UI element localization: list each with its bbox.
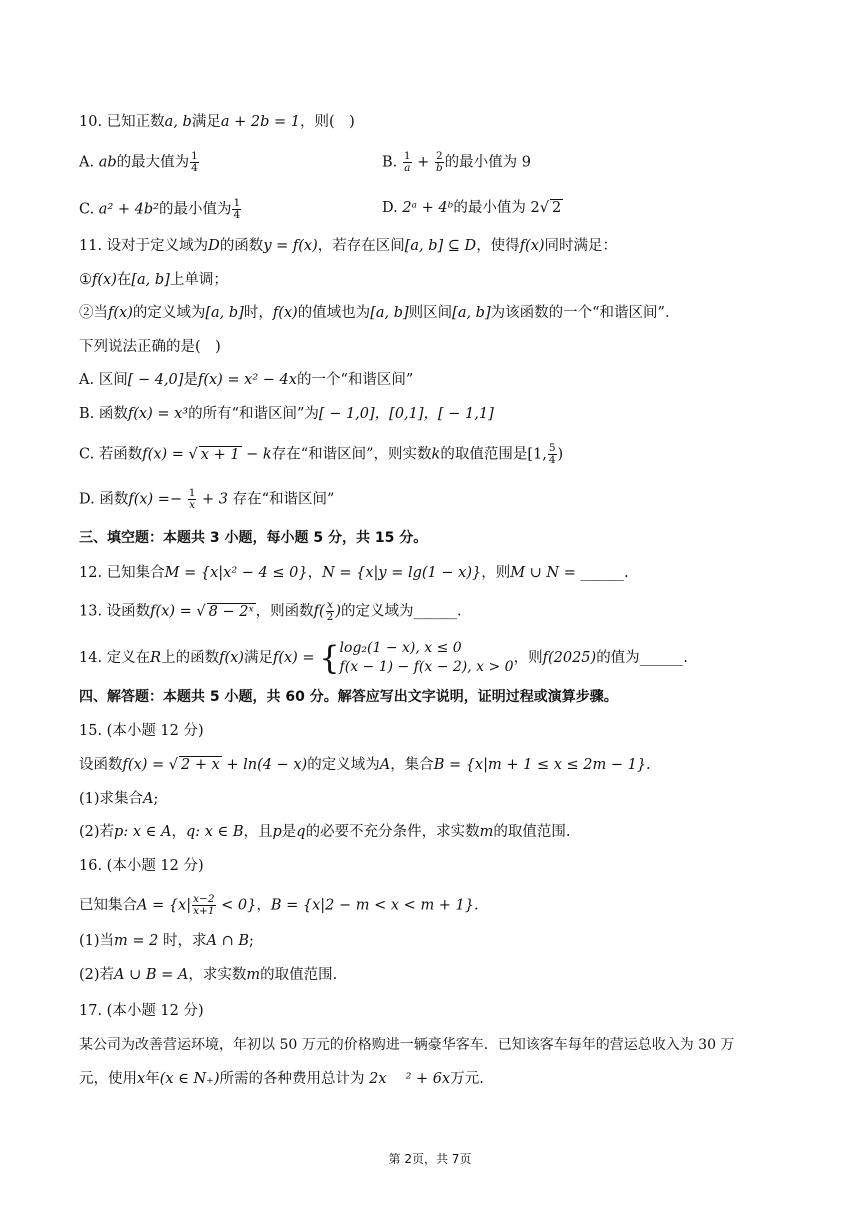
text: ，若存在区间 — [317, 238, 405, 254]
piecewise-cases — [340, 639, 514, 677]
q10-option-d — [382, 198, 563, 218]
math: A — [379, 757, 391, 773]
text: D. 函数 — [79, 491, 129, 508]
text: 是 — [281, 824, 297, 840]
math: D — [208, 238, 220, 254]
text: 的所有“和谐区间”为 — [188, 406, 319, 422]
math: k — [431, 446, 441, 463]
math: [a, b] — [452, 305, 491, 321]
math: 2ᵃ + 4ᵇ — [402, 200, 454, 216]
radicand: 2 — [551, 200, 562, 216]
text: ，则( ) — [299, 114, 355, 130]
math: B = {x|m + 1 ≤ x ≤ 2m − 1}. — [433, 757, 651, 773]
math: m — [246, 967, 261, 983]
denominator: a — [404, 162, 411, 174]
text: 所需的各种费用总计为 — [219, 1071, 370, 1087]
numerator: 1 — [233, 197, 241, 209]
text: ， — [256, 897, 271, 914]
q17-line-1: 某公司为改善营运环境，年初以 50 万元的价格购进一辆豪华客车．已知该客车每年的营运总收入为 30 万 — [79, 1037, 735, 1053]
case-2: f(x − 1) − f(x − 2), x > 0 — [339, 659, 514, 675]
text: 存在“和谐区间”，则实数 — [271, 446, 432, 463]
fraction — [326, 600, 335, 623]
fraction — [548, 443, 557, 466]
math: B = {x|2 − m < x < m + 1}. — [270, 897, 479, 914]
math: [ − 1,0]，[0,1]，[ − 1,1] — [318, 406, 494, 422]
q17-line-2 — [79, 1069, 484, 1089]
text: ，且 — [243, 824, 273, 840]
answer-blank: ______. — [580, 565, 629, 581]
answer-blank: ______. — [413, 603, 462, 620]
math: M = {x|x² − 4 ≤ 0} — [164, 565, 308, 581]
text: C. 若函数 — [79, 446, 143, 463]
text: 上单调； — [169, 272, 228, 288]
denominator: x+1 — [193, 905, 215, 917]
radicand: 8 − 2ˣ — [208, 603, 254, 620]
radicand: x + 1 — [200, 446, 240, 463]
text: 的值为 — [596, 650, 640, 666]
left-brace: { — [319, 639, 340, 677]
text: 的取值范围. — [260, 967, 338, 983]
text: 年 — [145, 1071, 160, 1087]
fraction — [192, 894, 215, 917]
text: ， — [171, 824, 186, 840]
text: 的一个“和谐区间” — [296, 372, 414, 388]
math: f( — [313, 603, 325, 620]
text: ; — [153, 791, 159, 807]
text: 的定义域为 — [341, 603, 414, 620]
section-heading-fill-blank: 三、填空题：本题共 3 小题，每小题 5 分，共 15 分。 — [79, 530, 428, 546]
q11-condition-2 — [79, 303, 679, 323]
math: M ∪ N = — [510, 565, 581, 581]
denominator: 4 — [233, 209, 241, 221]
text: 12. 已知集合 — [79, 565, 165, 581]
text: (2)若 — [79, 824, 115, 840]
text: 是 — [183, 372, 198, 388]
text: 为该函数的一个“和谐区间”． — [490, 305, 680, 321]
text: 万元. — [450, 1071, 484, 1087]
answer-blank: ______. — [639, 650, 688, 666]
math: f(2025) — [542, 650, 597, 666]
text: ① — [79, 272, 92, 288]
q15-part-1 — [79, 789, 158, 809]
math: q — [296, 824, 306, 840]
sqrt-sign: √ — [188, 446, 198, 463]
q11-condition-1 — [79, 270, 228, 290]
text: 的最小值为 — [158, 201, 232, 218]
q15-title: 15. (本小题 12 分) — [79, 723, 204, 739]
math: [a, b] ⊆ D — [404, 238, 477, 254]
math: R — [150, 650, 162, 666]
denominator: b — [435, 162, 443, 174]
math: − k — [241, 446, 272, 463]
text: 的必要不充分条件，求实数 — [305, 824, 480, 840]
math: 2x ² + 6x — [369, 1071, 451, 1087]
math: ab — [98, 154, 117, 171]
q12 — [79, 563, 629, 583]
math: ) — [557, 446, 564, 463]
math: ) — [335, 603, 342, 620]
q11-option-c — [79, 443, 563, 466]
text: 时， — [243, 305, 273, 321]
text: ，求实数 — [188, 967, 247, 983]
text: A. 区间 — [79, 372, 128, 388]
math: + — [412, 154, 434, 171]
math: A — [143, 791, 154, 807]
text: 的取值范围是 — [440, 446, 528, 463]
q10-stem — [79, 112, 355, 132]
math: f(x) = — [272, 650, 320, 666]
math: + ln(4 − x) — [221, 757, 308, 773]
denominator: 4 — [191, 162, 198, 174]
fraction — [403, 151, 412, 174]
q11-option-a — [79, 370, 413, 390]
numerator: x−2 — [193, 893, 215, 905]
text: C. — [79, 201, 99, 218]
q15-part-2 — [79, 822, 570, 842]
numerator: 2 — [435, 150, 443, 162]
math: f(x) = — [150, 603, 197, 620]
math: A ∪ B = A — [114, 967, 189, 983]
math: + 3 — [197, 491, 228, 508]
math: [1, — [527, 446, 547, 463]
text: 的最小值为 9 — [444, 154, 532, 171]
math: a, b — [164, 114, 192, 130]
numerator: 1 — [403, 150, 411, 162]
sqrt-sign: √ — [196, 603, 206, 620]
math: a² + 4b² — [98, 201, 159, 218]
text: 的最大值为 — [116, 154, 190, 171]
math: [a, b] — [370, 305, 409, 321]
text: 元，使用 — [79, 1071, 137, 1087]
math: f(x) = — [142, 446, 189, 463]
text: 14. 定义在 — [79, 650, 151, 666]
fraction — [190, 151, 199, 174]
text: 的取值范围. — [493, 824, 571, 840]
math: f(x) — [219, 650, 244, 666]
page-footer: 第 2页，共 7页 — [388, 1152, 472, 1166]
q15-stem — [79, 755, 651, 775]
fraction — [232, 198, 241, 221]
text: ，使得 — [476, 238, 520, 254]
text: 的定义域为 — [307, 757, 380, 773]
text: 的函数 — [219, 238, 264, 254]
denominator: x — [189, 499, 196, 511]
text: 则区间 — [408, 305, 453, 321]
sqrt-sign: √ — [539, 200, 549, 216]
text: ②当 — [79, 305, 108, 321]
text: 13. 设函数 — [79, 603, 151, 620]
math: m = 2 — [114, 933, 159, 949]
text: B. 函数 — [79, 406, 128, 422]
numerator: 1 — [188, 487, 196, 499]
math: x — [137, 1071, 146, 1087]
q13 — [79, 600, 462, 623]
math: f(x) =− — [128, 491, 187, 508]
math: f(x) — [272, 305, 298, 321]
denominator: 2 — [326, 611, 334, 623]
math: f(x) — [519, 238, 545, 254]
text: 的值域也为 — [297, 305, 371, 321]
text: ，则 — [513, 650, 543, 666]
text: 已知集合 — [79, 897, 137, 914]
q11-option-b — [79, 404, 494, 424]
text: ; — [249, 933, 254, 949]
math: y = f(x) — [263, 238, 318, 254]
text: ， — [307, 565, 323, 581]
math: [a, b] — [131, 272, 170, 288]
math: A = {x| — [137, 897, 192, 914]
text: A. — [79, 154, 99, 171]
radicand: 2 + x — [180, 757, 220, 773]
text: ，则 — [481, 565, 511, 581]
text: 上的函数 — [161, 650, 220, 666]
math: p: x ∈ A — [114, 824, 172, 840]
q10-option-c — [79, 198, 242, 221]
q16-part-2 — [79, 965, 337, 985]
math: f(x) = — [122, 757, 169, 773]
text: (2)若 — [79, 967, 115, 983]
text: (1)当 — [79, 933, 115, 949]
case-1: log₂(1 − x), x ≤ 0 — [339, 640, 462, 656]
text: 满足 — [191, 114, 221, 130]
text: 的定义域为 — [132, 305, 206, 321]
math: m — [479, 824, 494, 840]
q14 — [79, 638, 688, 678]
sqrt-sign: √ — [168, 757, 178, 773]
text: 11. 设对于定义域为 — [79, 238, 209, 254]
math: p — [272, 824, 282, 840]
text: 时，求 — [158, 933, 207, 949]
math: [ − 4,0] — [127, 372, 184, 388]
text: 设函数 — [79, 757, 123, 773]
numerator: 5 — [548, 442, 556, 454]
q16-title: 16. (本小题 12 分) — [79, 858, 204, 874]
math: f(x) = x² − 4x — [197, 372, 297, 388]
denominator: 4 — [548, 454, 556, 466]
text: (1)求集合 — [79, 791, 144, 807]
q11-stem — [79, 236, 617, 256]
text: D. — [382, 200, 403, 216]
text: B. — [382, 154, 402, 171]
section-heading-solve: 四、解答题：本题共 5 小题，共 60 分。解答应写出文字说明，证明过程或演算步骤。 — [79, 689, 618, 705]
text: 的最小值为 2 — [453, 200, 540, 216]
math: [a, b] — [205, 305, 244, 321]
q10-option-a — [79, 151, 200, 174]
math: A ∩ B — [206, 933, 249, 949]
q11-option-d — [79, 488, 334, 511]
fraction — [435, 151, 444, 174]
math: q: x ∈ B — [185, 824, 244, 840]
q10-option-b — [382, 151, 531, 174]
text: 满足 — [243, 650, 273, 666]
fraction — [188, 488, 197, 511]
text: ，集合 — [390, 757, 434, 773]
math: f(x) = x³ — [127, 406, 189, 422]
math: (x ∈ N₊) — [159, 1071, 220, 1087]
text: 10. 已知正数 — [79, 114, 165, 130]
text: 同时满足： — [544, 238, 618, 254]
math: < 0} — [216, 897, 257, 914]
text: 存在“和谐区间” — [228, 491, 335, 508]
q16-part-1 — [79, 931, 254, 951]
text: ，则函数 — [255, 603, 314, 620]
numerator: x — [327, 599, 333, 611]
q16-stem — [79, 894, 479, 917]
q17-title: 17. (本小题 12 分) — [79, 1003, 204, 1019]
math: a + 2b = 1 — [220, 114, 300, 130]
numerator: 1 — [191, 150, 198, 162]
text: 在 — [116, 272, 132, 288]
math: f(x) — [92, 272, 117, 288]
math: N = {x|y = lg(1 − x)} — [322, 565, 482, 581]
math: f(x) — [108, 305, 133, 321]
q11-ask: 下列说法正确的是( ) — [79, 339, 221, 355]
